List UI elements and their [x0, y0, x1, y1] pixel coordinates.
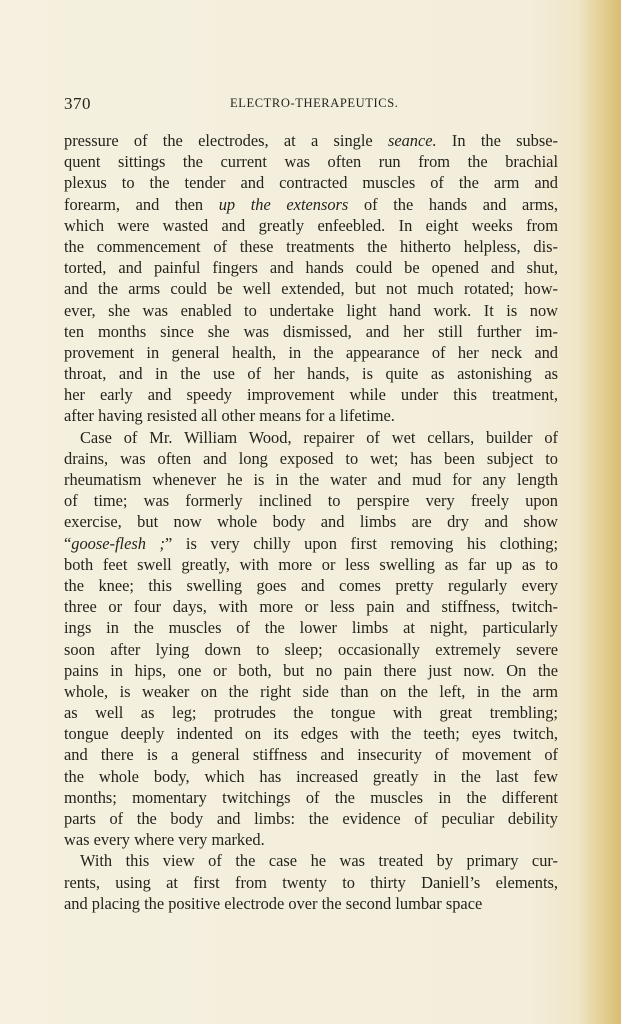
italic-text: up the extensors	[218, 194, 349, 214]
text-line	[64, 405, 558, 426]
text-line	[64, 511, 558, 532]
line-text: soon after lying down to sleep; occasionally extremely severe	[64, 639, 558, 659]
text-line	[64, 300, 558, 321]
text-line	[64, 639, 558, 660]
text-line	[64, 660, 558, 681]
line-text: ” is very chilly upon first removing his clothing;	[165, 533, 558, 553]
line-text: as well as leg; protrudes the tongue with great trembling;	[64, 703, 558, 723]
line-text: drains, was often and long exposed to wet; has been subject to	[64, 448, 558, 468]
text-line	[64, 490, 558, 511]
text-line	[64, 681, 558, 702]
text-line	[64, 702, 558, 723]
text-line	[64, 236, 558, 257]
text-line	[64, 872, 558, 893]
text-line	[64, 893, 558, 914]
line-text: Case of Mr. William Wood, repairer of wet cellars, builder of	[80, 427, 558, 447]
text-line	[64, 130, 558, 151]
line-text: after having resisted all other means for a lifetime.	[64, 406, 395, 426]
line-text: the whole body, which has increased greatly in the last few	[64, 766, 558, 786]
text-line	[64, 469, 558, 490]
text-line	[64, 829, 558, 850]
body-text	[64, 130, 558, 960]
running-head: ELECTRO-THERAPEUTICS.	[230, 96, 399, 110]
text-line	[64, 151, 558, 172]
text-line	[64, 342, 558, 363]
line-text: and the arms could be well extended, but not much rotated; how-	[64, 279, 558, 299]
text-line	[64, 321, 558, 342]
text-line	[64, 787, 558, 808]
line-text: three or four days, with more or less pain and stiffness, twitch-	[64, 597, 558, 617]
line-text: pressure of the electrodes, at a single	[64, 131, 388, 150]
line-text: In the subse-	[436, 131, 558, 150]
line-text: rents, using at first from twenty to thirty Daniell’s elements,	[64, 872, 558, 892]
line-text: tongue deeply indented on its edges with the teeth; eyes twitch,	[64, 724, 558, 744]
text-line	[64, 363, 558, 384]
page-header	[64, 94, 570, 114]
line-text: ings in the muscles of the lower limbs at night, particularly	[64, 618, 558, 638]
line-text: quent sittings the current was often run from the brachial	[64, 152, 558, 172]
line-text: of the hands and arms,	[348, 194, 558, 214]
line-text: plexus to the tender and contracted muscles of the arm and	[64, 173, 558, 193]
text-line	[64, 384, 558, 405]
line-text: rheumatism whenever he is in the water and mud for any length	[64, 470, 558, 489]
text-line	[64, 533, 558, 554]
text-line	[64, 278, 558, 299]
italic-text: goose-flesh ;	[71, 533, 166, 553]
text-line	[64, 596, 558, 617]
line-text: her early and speedy improvement while under this treatment,	[64, 385, 558, 405]
line-text: and placing the positive electrode over the second lumbar space	[64, 893, 483, 913]
text-line	[64, 850, 558, 871]
line-text: provement in general health, in the appearance of her neck and	[64, 342, 558, 362]
line-text: throat, and in the use of her hands, is quite as astonishing as	[64, 364, 558, 384]
line-text: whole, is weaker on the right side than on the left, in the arm	[64, 681, 558, 701]
text-line	[64, 723, 558, 744]
line-text: “	[64, 533, 72, 553]
line-text: pains in hips, one or both, but no pain there just now. On the	[64, 660, 558, 680]
text-line	[64, 554, 558, 575]
line-text: both feet swell greatly, with more or less swelling as far up as to	[64, 554, 558, 574]
line-text: months; momentary twitchings of the muscles in the different	[64, 787, 558, 807]
text-line	[64, 172, 558, 193]
line-text: and there is a general stiffness and insecurity of movement of	[64, 745, 558, 765]
line-text: forearm, and then	[64, 194, 219, 214]
text-line	[64, 808, 558, 829]
line-text: ten months since she was dismissed, and her still further im-	[64, 321, 558, 341]
text-line	[64, 448, 558, 469]
text-line	[64, 575, 558, 596]
italic-text: seance.	[387, 131, 437, 150]
line-text: torted, and painful fingers and hands could be opened and shut,	[64, 258, 558, 278]
line-text: exercise, but now whole body and limbs are dry and show	[64, 512, 558, 532]
text-line	[64, 215, 558, 236]
line-text: the commencement of these treatments the hitherto helpless, dis-	[64, 236, 558, 256]
text-line	[64, 617, 558, 638]
text-line	[64, 194, 558, 215]
text-line	[64, 257, 558, 278]
line-text: the knee; this swelling goes and comes pretty regularly every	[64, 575, 558, 595]
text-line	[64, 744, 558, 765]
line-text: parts of the body and limbs: the evidence of peculiar debility	[64, 809, 558, 828]
page-number: 370	[64, 94, 91, 113]
line-text: ever, she was enabled to undertake light hand work. It is now	[64, 300, 558, 320]
text-line	[64, 766, 558, 787]
line-text: With this view of the case he was treated by primary cur-	[80, 851, 558, 871]
line-text: which were wasted and greatly enfeebled. In eight weeks from	[64, 215, 558, 235]
line-text: of time; was formerly inclined to perspire very freely upon	[64, 491, 558, 511]
line-text: was every where very marked.	[64, 830, 265, 850]
text-line	[64, 427, 558, 448]
